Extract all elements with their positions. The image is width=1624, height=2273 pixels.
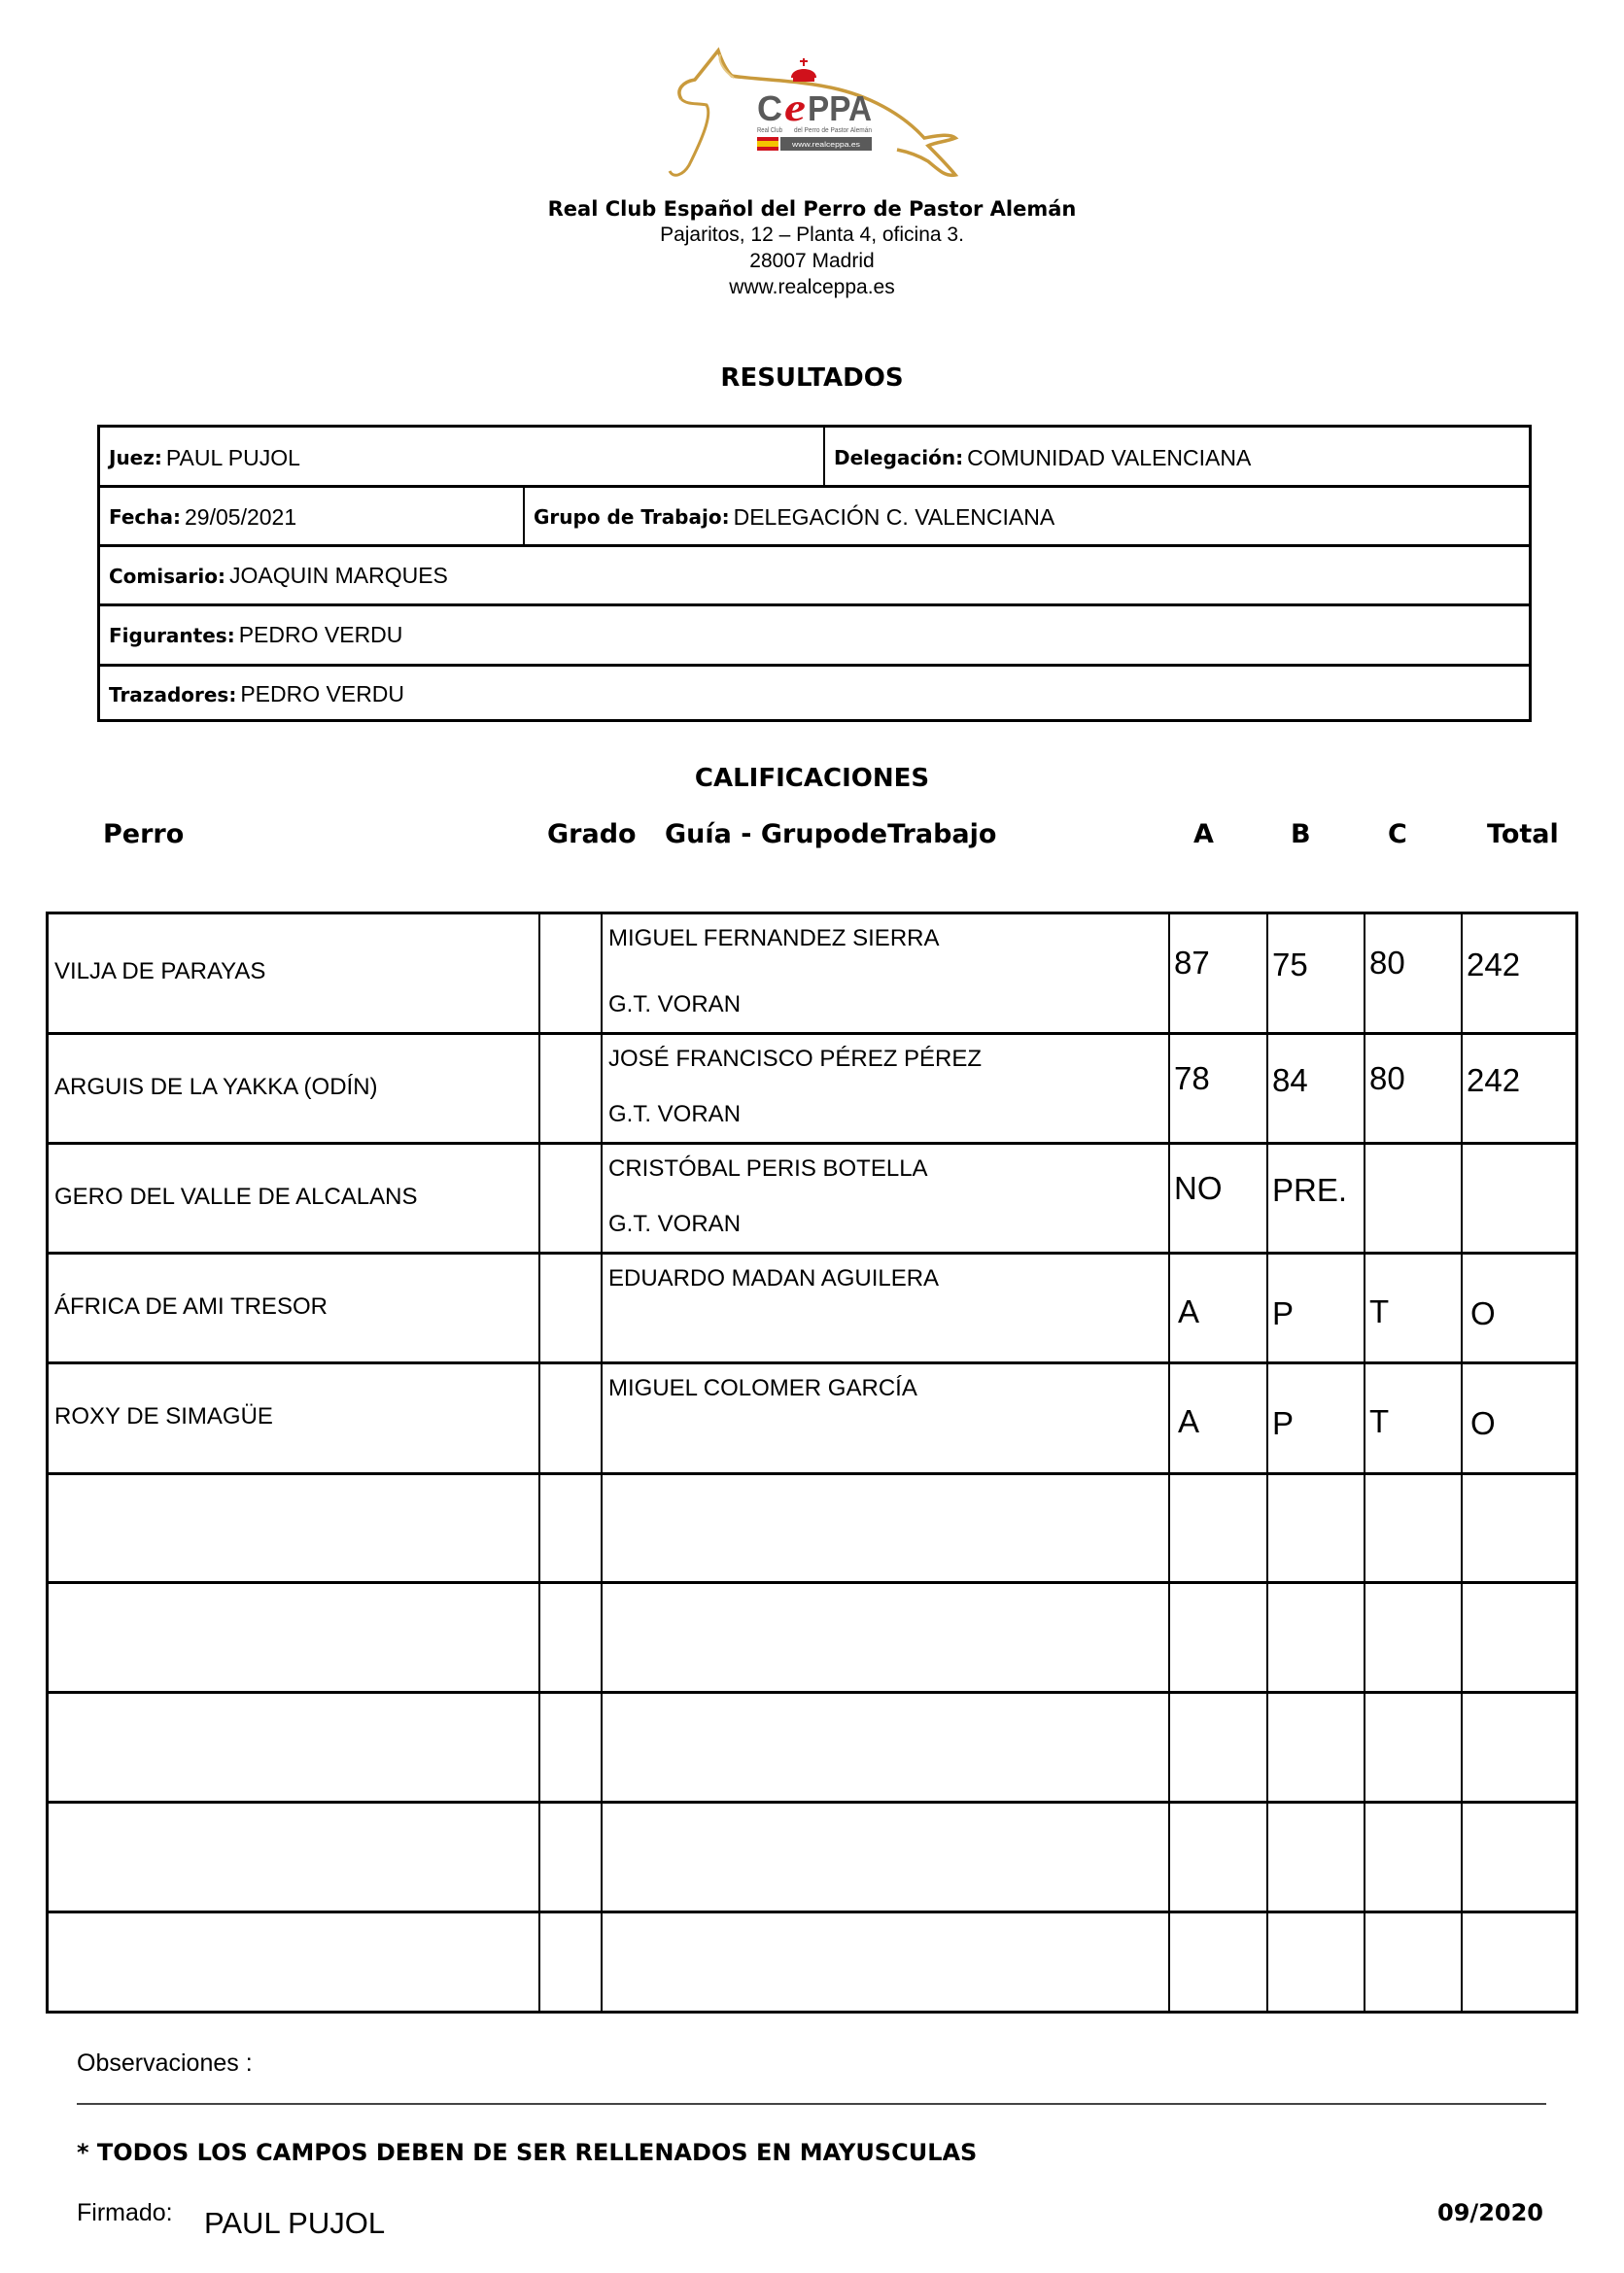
guide-name: MIGUEL FERNANDEZ SIERRA — [608, 925, 940, 951]
fecha-label: Fecha: — [109, 505, 182, 529]
fecha-cell — [100, 488, 525, 546]
col-header-b: B — [1291, 819, 1311, 849]
info-row-comisario — [100, 544, 1529, 604]
empty-table-row — [46, 1801, 1578, 1911]
observaciones-line[interactable] — [77, 2103, 1546, 2105]
fecha-value: 29/05/2021 — [185, 503, 297, 530]
club-name: Real Club Español del Perro de Pastor Alemán — [547, 197, 1077, 221]
score-a: A — [1178, 1403, 1200, 1439]
table-row — [46, 1032, 1578, 1142]
col-header-a: A — [1193, 819, 1214, 849]
signed-name: PAUL PUJOL — [204, 2206, 386, 2240]
logo-brand-ppa: PPA — [808, 88, 872, 128]
logo-tagline-left: Real Club — [757, 127, 783, 134]
guide-name: JOSÉ FRANCISCO PÉREZ PÉREZ — [608, 1046, 983, 1072]
grupo-label: Grupo de Trabajo: — [534, 505, 730, 529]
table-row — [46, 1142, 1578, 1252]
logo-url-band: www.realceppa.es — [790, 142, 861, 149]
figurantes-cell — [100, 606, 1529, 664]
german-shepherd-logo-icon — [664, 41, 967, 194]
score-c: 80 — [1369, 1059, 1405, 1096]
col-header-guia: Guía - GrupodeTrabajo — [665, 819, 997, 849]
address-line-1: Pajaritos, 12 – Planta 4, oficina 3. — [660, 224, 964, 246]
score-total: 242 — [1467, 947, 1521, 982]
grupo-value: DELEGACIÓN C. VALENCIANA — [733, 503, 1055, 530]
signed-label: Firmado: — [77, 2199, 173, 2226]
empty-table-row — [46, 1581, 1578, 1691]
info-table — [97, 425, 1532, 722]
ceppa-logo — [664, 41, 967, 194]
score-b: PRE. — [1272, 1171, 1348, 1208]
figurantes-label: Figurantes: — [109, 623, 235, 647]
score-b: P — [1272, 1294, 1295, 1331]
table-row — [46, 1252, 1578, 1361]
score-a: A — [1178, 1292, 1200, 1329]
score-c: 80 — [1369, 945, 1405, 981]
dog-name: ARGUIS DE LA YAKKA (ODÍN) — [54, 1073, 378, 1100]
table-row — [46, 912, 1578, 1032]
logo-tagline-right: del Perro de Pastor Alemán — [794, 127, 873, 134]
col-header-grado: Grado — [547, 819, 637, 849]
calificaciones-title: CALIFICACIONES — [694, 764, 930, 793]
col-header-c: C — [1388, 819, 1407, 849]
info-row-juez — [100, 428, 1529, 488]
trazadores-cell — [100, 667, 1529, 722]
delegacion-label: Delegación: — [834, 446, 964, 469]
guide-name: CRISTÓBAL PERIS BOTELLA — [608, 1155, 928, 1182]
empty-table-row — [46, 1911, 1578, 2014]
figurantes-value: PEDRO VERDU — [238, 622, 403, 647]
juez-cell — [100, 428, 825, 488]
delegacion-value: COMUNIDAD VALENCIANA — [967, 444, 1252, 470]
score-total: O — [1470, 1294, 1496, 1331]
guide-name: MIGUEL COLOMER GARCÍA — [608, 1375, 917, 1401]
grupo-cell — [525, 488, 1529, 546]
table-row — [46, 1361, 1578, 1472]
score-b: 75 — [1272, 947, 1308, 982]
crown-icon — [791, 58, 816, 82]
uppercase-note: * TODOS LOS CAMPOS DEBEN DE SER RELLENADOS EN MAYUSCULAS — [77, 2139, 978, 2166]
dog-name: GERO DEL VALLE DE ALCALANS — [54, 1183, 418, 1210]
score-total: 242 — [1467, 1061, 1521, 1098]
dog-name: VILJA DE PARAYAS — [54, 958, 266, 984]
trazadores-label: Trazadores: — [109, 682, 237, 706]
logo-brand-c: C — [757, 88, 782, 128]
guide-name: EDUARDO MADAN AGUILERA — [608, 1265, 940, 1291]
info-row-figurantes — [100, 603, 1529, 664]
info-row-trazadores — [100, 664, 1529, 722]
dog-name: ROXY DE SIMAGÜE — [54, 1403, 273, 1429]
work-group: G.T. VORAN — [608, 1101, 742, 1127]
info-row-fecha — [100, 485, 1529, 546]
score-c: T — [1369, 1292, 1390, 1329]
comisario-label: Comisario: — [109, 564, 225, 588]
score-total: O — [1470, 1405, 1496, 1441]
scores-table — [46, 912, 1578, 2014]
juez-label: Juez: — [109, 446, 162, 469]
website: www.realceppa.es — [729, 276, 895, 298]
score-a: NO — [1174, 1169, 1223, 1206]
dog-name: ÁFRICA DE AMI TRESOR — [54, 1292, 328, 1320]
form-version: 09/2020 — [1437, 2199, 1543, 2226]
score-a: 78 — [1174, 1059, 1210, 1096]
juez-value: PAUL PUJOL — [165, 444, 300, 470]
comisario-cell — [100, 547, 1529, 604]
score-b: P — [1272, 1405, 1295, 1441]
work-group: G.T. VORAN — [608, 991, 742, 1017]
delegacion-cell — [825, 428, 1529, 488]
empty-table-row — [46, 1691, 1578, 1801]
comisario-value: JOAQUIN MARQUES — [228, 563, 448, 588]
results-title: RESULTADOS — [720, 363, 904, 393]
address-line-2: 28007 Madrid — [749, 250, 875, 272]
logo-brand-e: e — [784, 86, 806, 129]
observaciones-label: Observaciones : — [77, 2049, 253, 2077]
spain-flag-icon — [757, 137, 778, 151]
col-header-total: Total — [1487, 819, 1559, 849]
work-group: G.T. VORAN — [608, 1211, 742, 1237]
trazadores-value: PEDRO VERDU — [240, 681, 405, 706]
col-header-perro: Perro — [103, 819, 185, 849]
score-c: T — [1369, 1403, 1390, 1439]
score-b: 84 — [1272, 1061, 1308, 1098]
score-a: 87 — [1174, 945, 1210, 981]
empty-table-row — [46, 1472, 1578, 1581]
